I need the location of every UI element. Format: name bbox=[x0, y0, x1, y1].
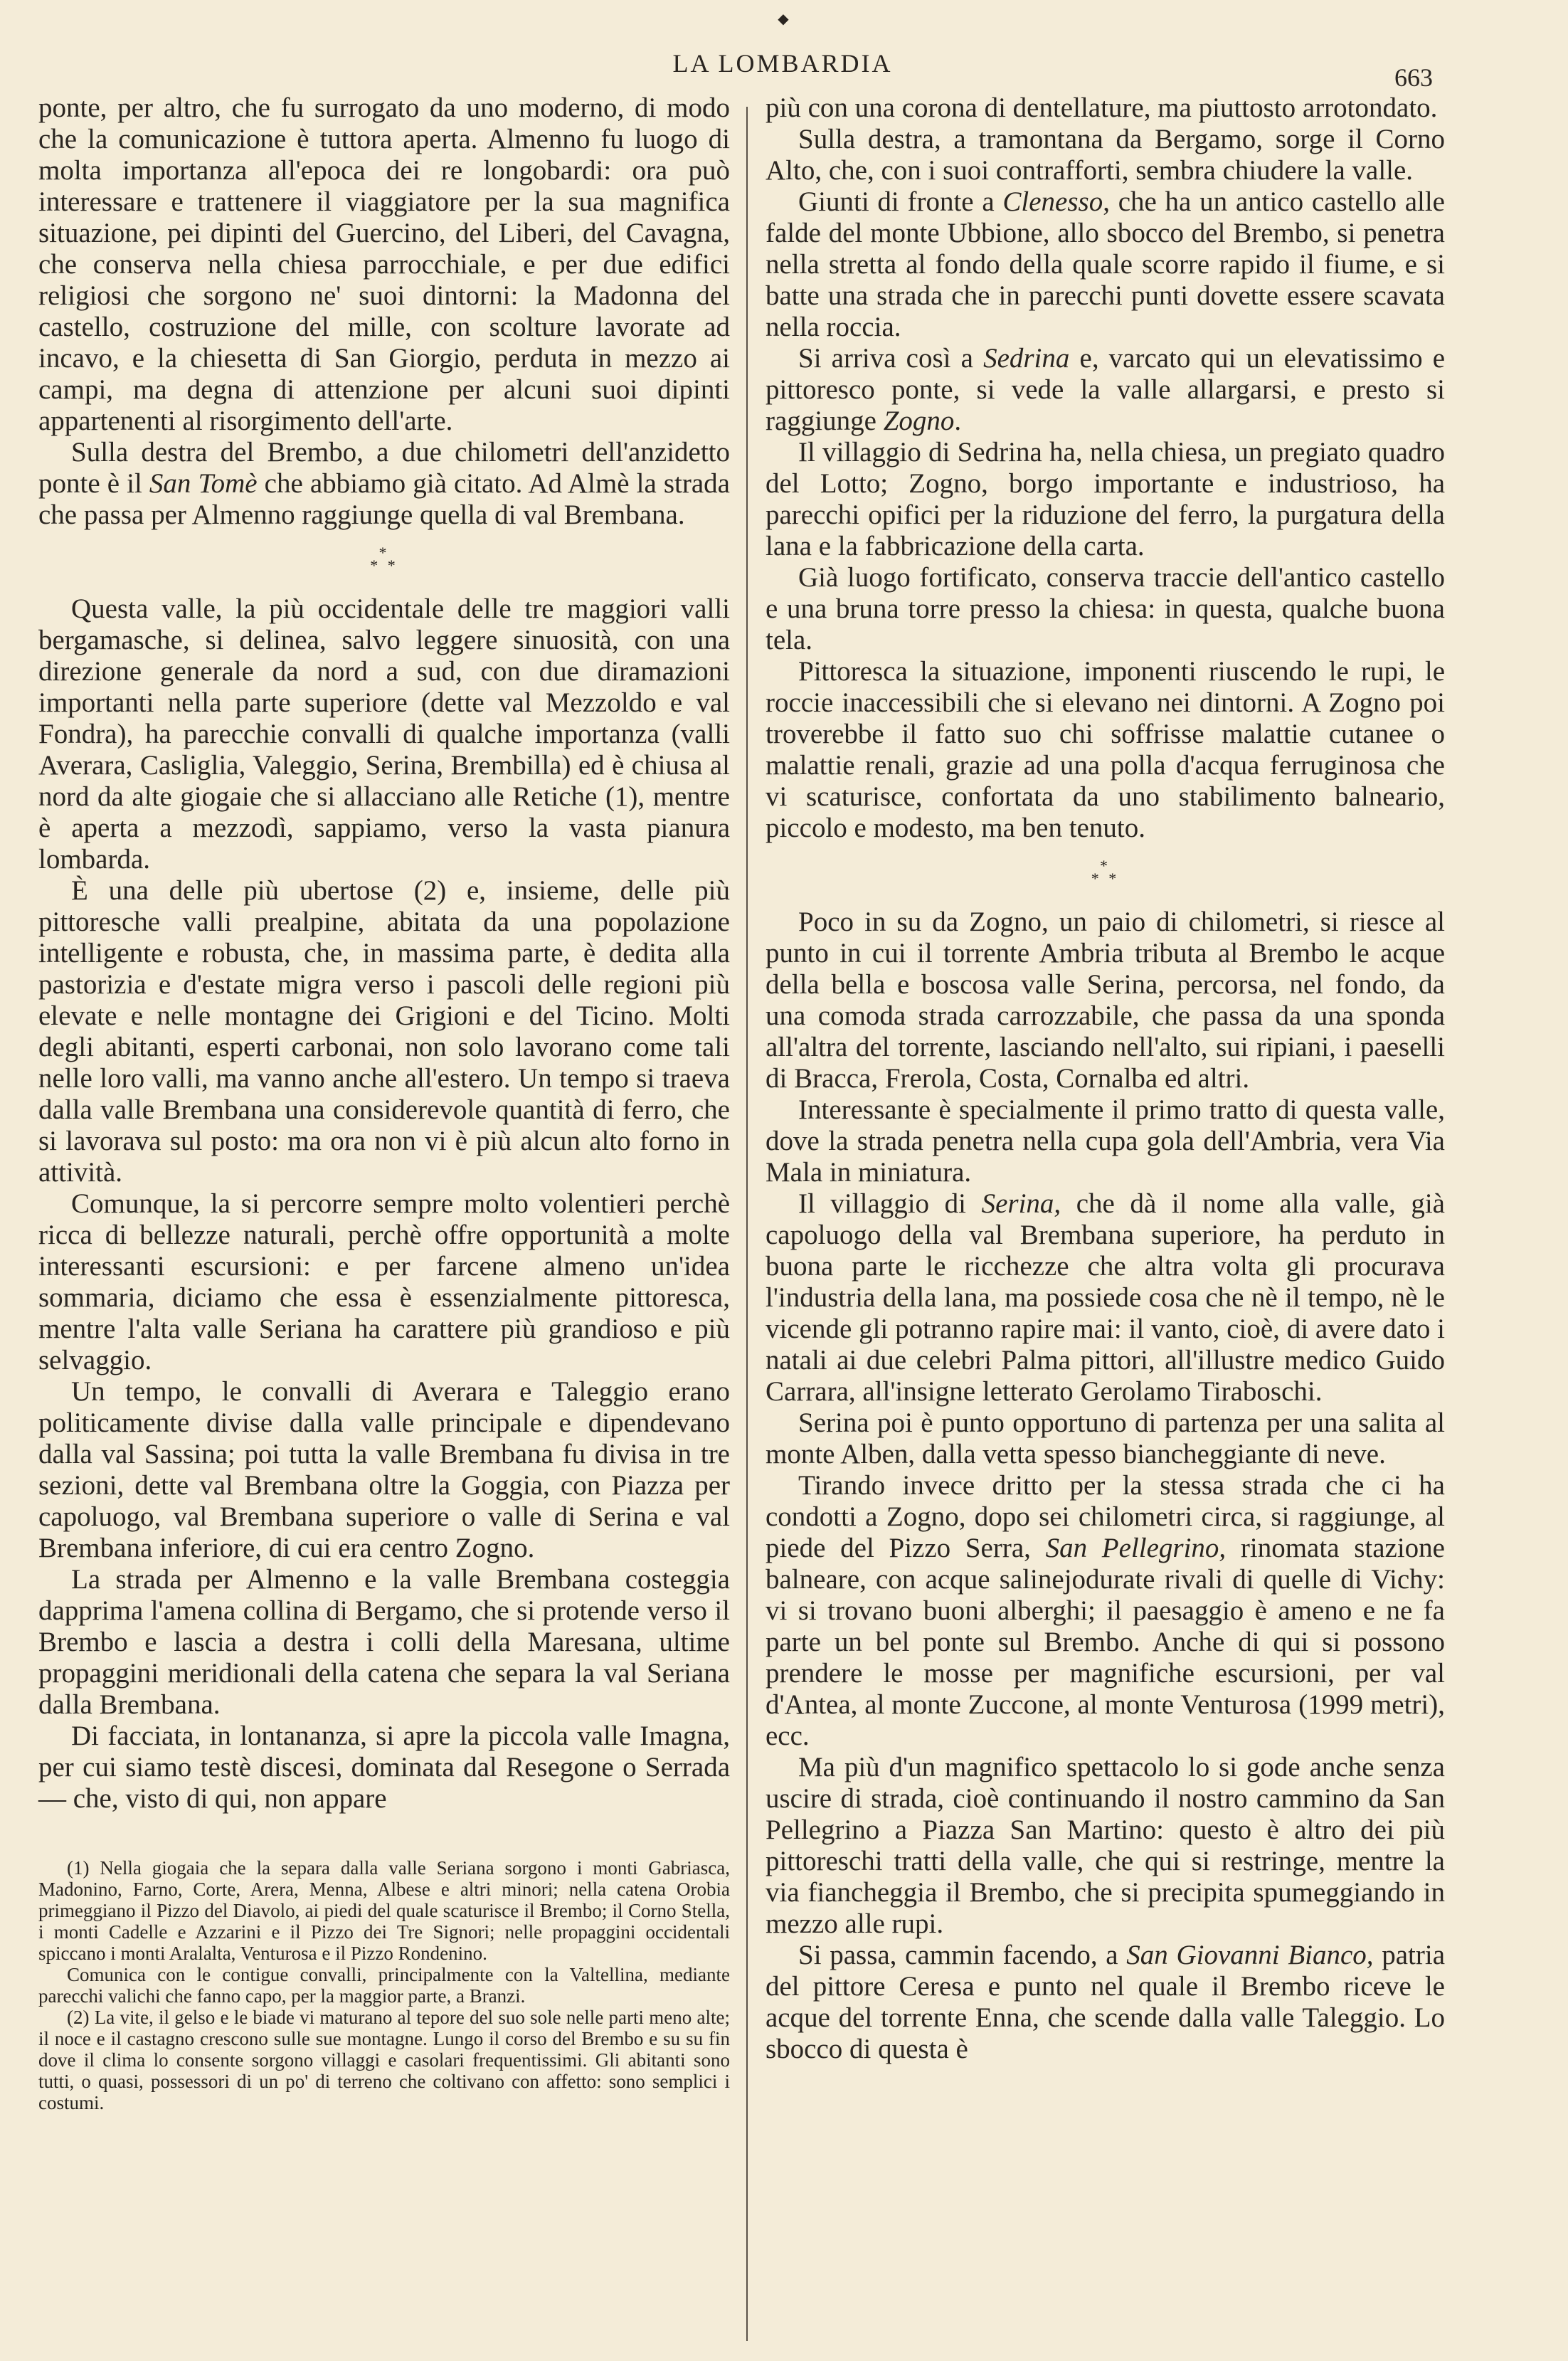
paragraph: Tirando invece dritto per la stessa strada che ci ha condotti a Zogno, dopo sei chilometri circa, si raggiunge, al piede del Pizzo Serra, San Pellegrino, rinomata stazione balneare, con acque salinejodurate rivali di quelle di Vichy: vi si trovano buoni alberghi; il paesaggio è ameno e ne fa parte un bel ponte sul Brembo. Anche di qui si possono prendere le mosse per magnifiche escursioni, per val d'Antea, al monte Zuccone, al monte Venturosa (1999 metri), ecc. bbox=[766, 1470, 1445, 1751]
paragraph: Si arriva così a Sedrina e, varcato qui un elevatissimo e pittoresco ponte, si vede la valle allargarsi, e presto si raggiunge Zogno. bbox=[766, 343, 1446, 436]
paragraph: Poco in su da Zogno, un paio di chilometri, si riesce al punto in cui il torrente Ambria tributa al Brembo le acque della bella e boscosa valle Serina, percorsa, nel fondo, da una comoda strada carrozzabile, che passa da una sponda all'altra del torrente, lasciando nell'alto, sui ripiani, i paeselli di Bracca, Frerola, Costa, Cornalba ed altri. bbox=[766, 907, 1445, 1094]
paragraph: Pittoresca la situazione, imponenti riuscendo le rupi, le roccie inaccessibili che si elevano nei dintorni. A Zogno poi troverebbe il fatto suo chi soffrisse malattie cutanee o malattie renali, grazie ad una polla d'acqua ferruginosa che vi scaturisce, confortata da uno stabilimento balneario, piccolo e modesto, ma ben tenuto. bbox=[766, 656, 1445, 843]
paragraph: Ma più d'un magnifico spettacolo lo si gode anche senza uscire di strada, cioè continuando il nostro cammino da San Pellegrino a Piazza San Martino: questo è altro dei più pittoreschi tratti della valle, che qui si restringe, mentre la via fiancheggia il Brembo, che si precipita spumeggiando in mezzo alle rupi. bbox=[766, 1752, 1445, 1939]
place-name: San Tomè bbox=[149, 468, 258, 499]
paragraph: Questa valle, la più occidentale delle tre maggiori valli bergamasche, si delinea, salvo leggere sinuosità, con una direzione generale da nord a sud, con due diramazioni importanti nella parte superiore (dette val Mezzoldo e val Fondra), ha parecchie convalli di qualche importanza (valli Averara, Casliglia, Valeggio, Serina, Brembilla) ed è chiusa al nord da alte giogaie che si allacciano alle Retiche (1), mentre è aperta a mezzodì, sappiamo, verso la vasta pianura lombarda. bbox=[38, 593, 730, 875]
paragraph: Un tempo, le convalli di Averara e Taleggio erano politicamente divise dalla valle principale e dipendevano dalla val Sassina; poi tutta la valle Brembana fu divisa in tre sezioni, dette val Brembana oltre la Goggia, con Piazza per capoluogo, val Brembana superiore o valle di Serina e val Brembana inferiore, di cui era centro Zogno. bbox=[38, 1376, 730, 1563]
paragraph: Sulla destra del Brembo, a due chilometri dell'anzidetto ponte è il San Tomè che abbiamo già citato. Ad Almè la strada che passa per Almenno raggiunge quella di val Brembana. bbox=[38, 437, 730, 530]
place-name: Clenesso bbox=[1002, 186, 1103, 217]
footnote: (2) La vite, il gelso e le biade vi maturano al tepore del suo sole nelle parti meno alte; il noce e il castagno crescono sulle sue montagne. Lungo il corso del Brembo e su su fin dove il clima lo consente sorgono villaggi e casolari frequentissimi. Gli abitanti sono tutti, o quasi, possessori di un po' di terreno che coltivano con affetto: sono semplici i costumi. bbox=[38, 2007, 730, 2113]
paragraph: Il villaggio di Sedrina ha, nella chiesa, un pregiato quadro del Lotto; Zogno, borgo importante e industrioso, ha parecchi opifici per la riduzione del ferro, la purgatura della lana e la fabbricazione della carta. bbox=[766, 437, 1445, 561]
paragraph: Giunti di fronte a Clenesso, che ha un antico castello alle falde del monte Ubbione, allo sbocco del Brembo, si penetra nella stretta al fondo della quale scorre rapido il fiume, e si batte una strada che in parecchi punti dovette essere scavata nella roccia. bbox=[766, 186, 1445, 342]
paragraph: Già luogo fortificato, conserva traccie dell'antico castello e una bruna torre presso la chiesa: in questa, qualche buona tela. bbox=[766, 562, 1445, 655]
left-column bbox=[38, 93, 730, 2113]
right-column bbox=[766, 93, 1445, 2065]
footnotes bbox=[38, 1857, 730, 2113]
paragraph: Si passa, cammin facendo, a San Giovanni Bianco, patria del pittore Ceresa e punto nel quale il Brembo riceve le acque del torrente Enna, che scende dalla valle Taleggio. Lo sbocco di questa è bbox=[766, 1940, 1446, 2064]
section-asterism: * * * bbox=[1091, 857, 1120, 887]
place-name: Serina, bbox=[981, 1188, 1061, 1219]
paragraph: Di facciata, in lontananza, si apre la piccola valle Imagna, per cui siamo testè discesi, dominata dal Resegone o Serrada — che, visto di qui, non appare bbox=[38, 1721, 730, 1814]
paragraph: Interessante è specialmente il primo tratto di questa valle, dove la strada penetra nella cupa gola dell'Ambria, vera Via Mala in miniatura. bbox=[766, 1094, 1445, 1188]
header-ornament: ◆ bbox=[778, 11, 789, 27]
section-asterism: * * * bbox=[370, 544, 398, 574]
footnote: Comunica con le contigue convalli, principalmente con la Valtellina, mediante parecchi valichi che fanno capo, per la maggior parte, a Branzi. bbox=[38, 1964, 730, 2007]
paragraph: La strada per Almenno e la valle Brembana costeggia dapprima l'amena collina di Bergamo, che si protende verso il Brembo e lascia a destra i colli della Maresana, ultime propaggini meridionali della catena che separa la val Seriana dalla Brembana. bbox=[38, 1564, 730, 1720]
footnote: (1) Nella giogaia che la separa dalla valle Seriana sorgono i monti Gabriasca, Madonino, Farno, Corte, Arera, Menna, Albese e altri minori; nella catena Orobia primeggiano il Pizzo del Diavolo, ai piedi del quale scaturisce il Brembo; il Corno Stella, i monti Cadelle e Azzarini e il Pizzo dei Tre Signori; nelle propaggini occidentali spiccano i monti Aralalta, Venturosa e il Pizzo Rondenino. bbox=[38, 1857, 730, 1964]
column-rule bbox=[746, 107, 748, 2341]
paragraph: Serina poi è punto opportuno di partenza per una salita al monte Alben, dalla vetta spesso biancheggiante di neve. bbox=[766, 1407, 1445, 1469]
paragraph: Il villaggio di Serina, che dà il nome alla valle, già capoluogo della val Brembana superiore, ha perduto in buona parte le ricchezze che altra volta gli procurava l'industria della lana, ma possiede cosa che nè il tempo, nè le vicende gli potranno rapire mai: il vanto, cioè, di avere dato i natali ai due celebri Palma pittori, all'illustre medico Guido Carrara, all'insigne letterato Gerolamo Tiraboschi. bbox=[766, 1188, 1445, 1407]
place-name: San Pellegrino, bbox=[1045, 1533, 1227, 1563]
paragraph: Sulla destra, a tramontana da Bergamo, sorge il Corno Alto, che, con i suoi contrafforti, sembra chiudere la valle. bbox=[766, 124, 1445, 186]
paragraph: Comunque, la si percorre sempre molto volentieri perchè ricca di bellezze naturali, perchè offre opportunità a molte interessanti escursioni: e per farcene almeno un'idea sommaria, diciamo che essa è essenzialmente pittoresca, mentre l'alta valle Seriana ha carattere più grandioso e più selvaggio. bbox=[38, 1188, 730, 1375]
paragraph: più con una corona di dentellature, ma piuttosto arrotondato. bbox=[766, 93, 1438, 123]
page-number: 663 bbox=[1394, 63, 1433, 92]
place-name: Zogno bbox=[883, 406, 955, 436]
place-name: Sedrina bbox=[983, 343, 1070, 374]
place-name: San Giovanni Bianco, bbox=[1126, 1940, 1374, 1970]
running-title: LA LOMBARDIA bbox=[672, 49, 893, 78]
paragraph: È una delle più ubertose (2) e, insieme, delle più pittoresche valli prealpine, abitata da una popolazione intelligente e robusta, che, in massima parte, è dedita alla pastorizia e d'estate migra verso i pascoli delle regioni più elevate e nelle montagne dei Grigioni e del Ticino. Molti degli abitanti, esperti carbonai, non solo lavorano come tali nelle loro valli, ma vanno anche all'estero. Un tempo si traeva dalla valle Brembana una considerevole quantità di ferro, che si lavorava sul posto: ma ora non vi è più alcun alto forno in attività. bbox=[38, 875, 730, 1188]
paragraph: ponte, per altro, che fu surrogato da uno moderno, di modo che la comunicazione è tuttora aperta. Almenno fu luogo di molta importanza all'epoca dei re longobardi: ora può interessare e trattenere il viaggiatore per la sua magnifica situazione, pei dipinti del Guercino, del Liberi, del Cavagna, che conserva nella chiesa parrocchiale, e per due edifici religiosi che sorgono ne' suoi dintorni: la Madonna del castello, costruzione del mille, con scolture lavorate ad incavo, e la chiesetta di San Giorgio, perduta in mezzo ai campi, ma degna di attenzione per alcuni suoi dipinti appartenenti al risorgimento dell'arte. bbox=[38, 93, 730, 436]
